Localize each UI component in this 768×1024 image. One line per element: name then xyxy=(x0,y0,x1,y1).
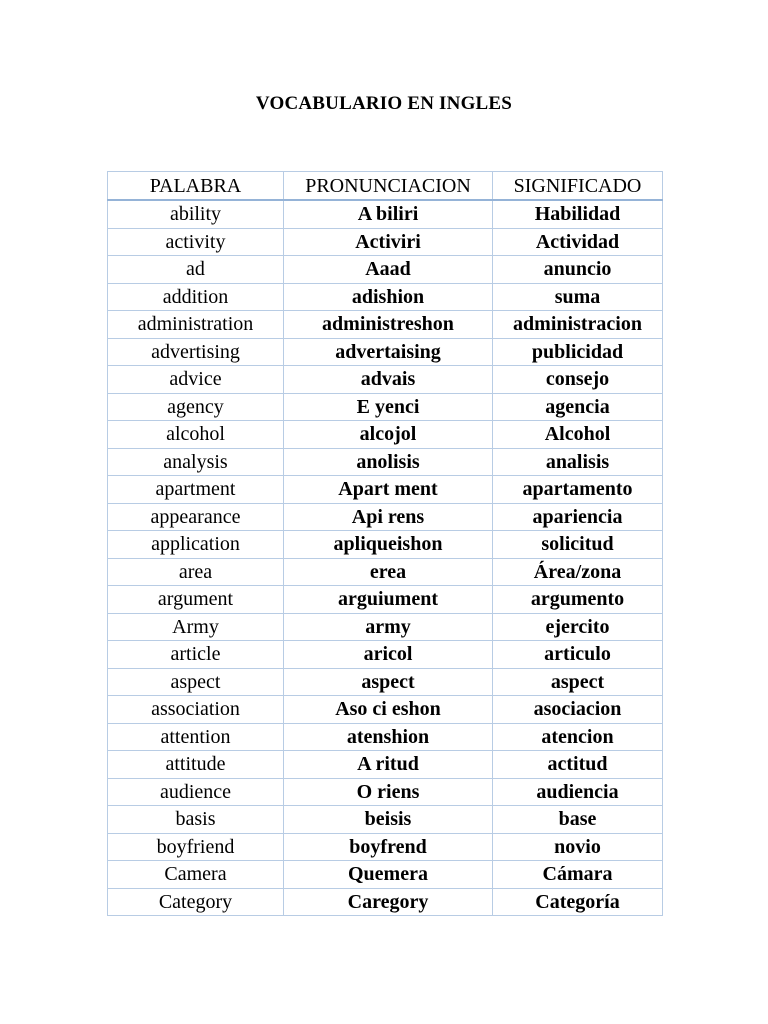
cell-pronunciacion: Apart ment xyxy=(284,476,493,504)
cell-palabra: aspect xyxy=(108,668,284,696)
cell-significado: anuncio xyxy=(493,256,663,284)
cell-palabra: argument xyxy=(108,586,284,614)
table-row xyxy=(108,256,663,284)
vocabulary-table xyxy=(107,171,663,916)
cell-pronunciacion: Api rens xyxy=(284,503,493,531)
cell-palabra: apartment xyxy=(108,476,284,504)
table-row xyxy=(108,861,663,889)
cell-significado: Alcohol xyxy=(493,421,663,449)
cell-palabra: Army xyxy=(108,613,284,641)
table-row xyxy=(108,613,663,641)
document-title: VOCABULARIO EN INGLES xyxy=(255,93,513,114)
table-header-row xyxy=(108,172,663,201)
cell-pronunciacion: A ritud xyxy=(284,751,493,779)
header-significado: SIGNIFICADO xyxy=(493,172,663,201)
cell-palabra: attention xyxy=(108,723,284,751)
table-row xyxy=(108,366,663,394)
table-row xyxy=(108,751,663,779)
cell-pronunciacion: Quemera xyxy=(284,861,493,889)
cell-significado: aspect xyxy=(493,668,663,696)
table-row xyxy=(108,888,663,916)
table-row xyxy=(108,448,663,476)
cell-significado: Cámara xyxy=(493,861,663,889)
table-row xyxy=(108,558,663,586)
cell-significado: apartamento xyxy=(493,476,663,504)
cell-palabra: ad xyxy=(108,256,284,284)
cell-significado: apariencia xyxy=(493,503,663,531)
cell-pronunciacion: administreshon xyxy=(284,311,493,339)
cell-significado: actitud xyxy=(493,751,663,779)
cell-palabra: association xyxy=(108,696,284,724)
cell-pronunciacion: O riens xyxy=(284,778,493,806)
cell-pronunciacion: advertaising xyxy=(284,338,493,366)
table-row xyxy=(108,200,663,228)
cell-pronunciacion: beisis xyxy=(284,806,493,834)
table-row xyxy=(108,696,663,724)
cell-pronunciacion: Activiri xyxy=(284,228,493,256)
table-row xyxy=(108,476,663,504)
cell-palabra: agency xyxy=(108,393,284,421)
table-row xyxy=(108,723,663,751)
cell-significado: ejercito xyxy=(493,613,663,641)
cell-palabra: addition xyxy=(108,283,284,311)
table-row xyxy=(108,228,663,256)
table-row xyxy=(108,283,663,311)
cell-pronunciacion: Caregory xyxy=(284,888,493,916)
table-row xyxy=(108,641,663,669)
cell-pronunciacion: anolisis xyxy=(284,448,493,476)
cell-palabra: application xyxy=(108,531,284,559)
cell-significado: publicidad xyxy=(493,338,663,366)
cell-pronunciacion: aspect xyxy=(284,668,493,696)
table-row xyxy=(108,531,663,559)
cell-significado: solicitud xyxy=(493,531,663,559)
cell-pronunciacion: army xyxy=(284,613,493,641)
table-row xyxy=(108,421,663,449)
cell-palabra: advertising xyxy=(108,338,284,366)
cell-pronunciacion: arguiument xyxy=(284,586,493,614)
cell-significado: Actividad xyxy=(493,228,663,256)
cell-pronunciacion: boyfrend xyxy=(284,833,493,861)
cell-palabra: appearance xyxy=(108,503,284,531)
cell-pronunciacion: adishion xyxy=(284,283,493,311)
cell-palabra: Camera xyxy=(108,861,284,889)
cell-palabra: activity xyxy=(108,228,284,256)
cell-significado: atencion xyxy=(493,723,663,751)
cell-significado: Categoría xyxy=(493,888,663,916)
cell-significado: Área/zona xyxy=(493,558,663,586)
cell-palabra: area xyxy=(108,558,284,586)
cell-pronunciacion: apliqueishon xyxy=(284,531,493,559)
cell-significado: agencia xyxy=(493,393,663,421)
table-body xyxy=(108,200,663,916)
cell-pronunciacion: alcojol xyxy=(284,421,493,449)
table-row xyxy=(108,311,663,339)
cell-palabra: analysis xyxy=(108,448,284,476)
cell-significado: analisis xyxy=(493,448,663,476)
cell-pronunciacion: A biliri xyxy=(284,200,493,228)
table-row xyxy=(108,833,663,861)
cell-pronunciacion: Aaad xyxy=(284,256,493,284)
cell-palabra: alcohol xyxy=(108,421,284,449)
cell-significado: asociacion xyxy=(493,696,663,724)
cell-pronunciacion: Aso ci eshon xyxy=(284,696,493,724)
table-row xyxy=(108,668,663,696)
table-row xyxy=(108,338,663,366)
table-row xyxy=(108,586,663,614)
cell-significado: Habilidad xyxy=(493,200,663,228)
cell-pronunciacion: advais xyxy=(284,366,493,394)
cell-pronunciacion: erea xyxy=(284,558,493,586)
cell-palabra: attitude xyxy=(108,751,284,779)
table-row xyxy=(108,806,663,834)
cell-pronunciacion: atenshion xyxy=(284,723,493,751)
table-row xyxy=(108,393,663,421)
cell-palabra: Category xyxy=(108,888,284,916)
cell-significado: audiencia xyxy=(493,778,663,806)
cell-palabra: audience xyxy=(108,778,284,806)
table-row xyxy=(108,778,663,806)
cell-significado: novio xyxy=(493,833,663,861)
cell-significado: consejo xyxy=(493,366,663,394)
cell-palabra: advice xyxy=(108,366,284,394)
cell-significado: base xyxy=(493,806,663,834)
cell-significado: administracion xyxy=(493,311,663,339)
cell-palabra: basis xyxy=(108,806,284,834)
cell-palabra: article xyxy=(108,641,284,669)
header-pronunciacion: PRONUNCIACION xyxy=(284,172,493,201)
cell-significado: argumento xyxy=(493,586,663,614)
cell-palabra: administration xyxy=(108,311,284,339)
header-palabra: PALABRA xyxy=(108,172,284,201)
cell-palabra: ability xyxy=(108,200,284,228)
cell-significado: suma xyxy=(493,283,663,311)
cell-significado: articulo xyxy=(493,641,663,669)
cell-pronunciacion: E yenci xyxy=(284,393,493,421)
cell-palabra: boyfriend xyxy=(108,833,284,861)
cell-pronunciacion: aricol xyxy=(284,641,493,669)
table-row xyxy=(108,503,663,531)
